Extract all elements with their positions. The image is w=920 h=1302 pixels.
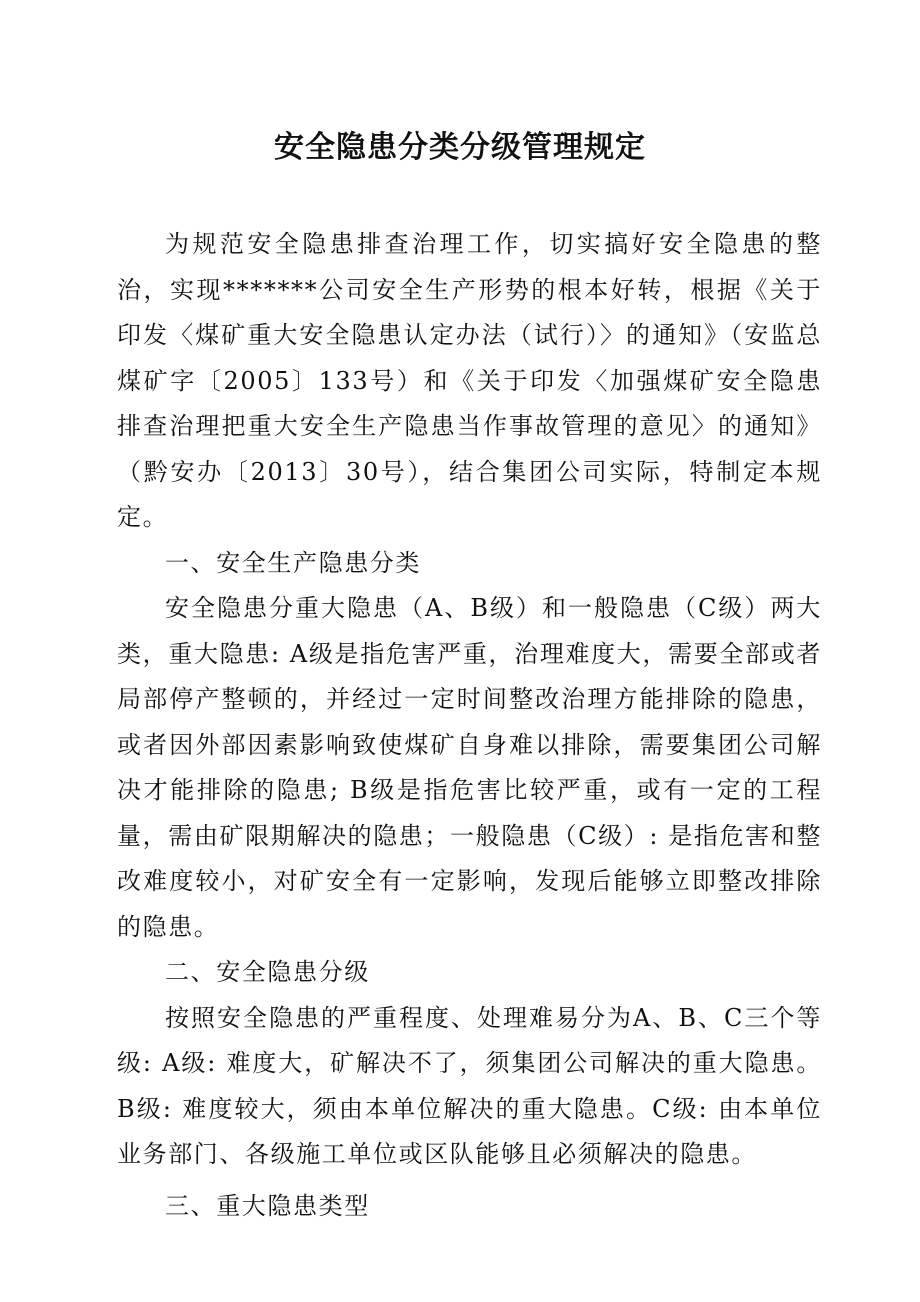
section-2-paragraph: 按照安全隐患的严重程度、处理难易分为A、B、C三个等级: A级: 难度大，矿解决不了，须集团公司解决的重大隐患。B级: 难度较大，须由本单位解决的重大隐患。C级: 由本单位业务部门、各级施工单位或区队能够且必须解决的隐患。	[117, 1003, 822, 1168]
document-body	[117, 222, 822, 1229]
document-title: 安全隐患分类分级管理规定	[274, 130, 646, 165]
section-1-heading: 一、安全生产隐患分类	[165, 548, 421, 577]
section-2-heading: 二、安全隐患分级	[165, 958, 370, 986]
section-3-heading: 三、重大隐患类型	[165, 1191, 370, 1220]
section-1-paragraph: 安全隐患分重大隐患（A、B级）和一般隐患（C级）两大类，重大隐患: A级是指危害严重，治理难度大，需要全部或者局部停产整顿的，并经过一定时间整改治理方能排除的隐患，或者因外部因素影响致使煤矿自身难以排除，需要集团公司解决才能排除的隐患; B级是指危害比较严重，或有一定的工程量，需由矿限期解决的隐患；一般隐患（C级）: 是指危害和整改难度较小，对矿安全有一定影响，发现后能够立即整改排除的隐患。	[117, 594, 822, 941]
intro-paragraph: 为规范安全隐患排查治理工作，切实搞好安全隐患的整治，实现*******公司安全生产形势的根本好转，根据《关于印发〈煤矿重大安全隐患认定办法（试行）〉的通知》（安监总煤矿字〔2005〕133号）和《关于印发〈加强煤矿安全隐患排查治理把重大安全生产隐患当作事故管理的意见〉的通知》（黔安办〔2013〕30号），结合集团公司实际，特制定本规定。	[117, 230, 822, 531]
